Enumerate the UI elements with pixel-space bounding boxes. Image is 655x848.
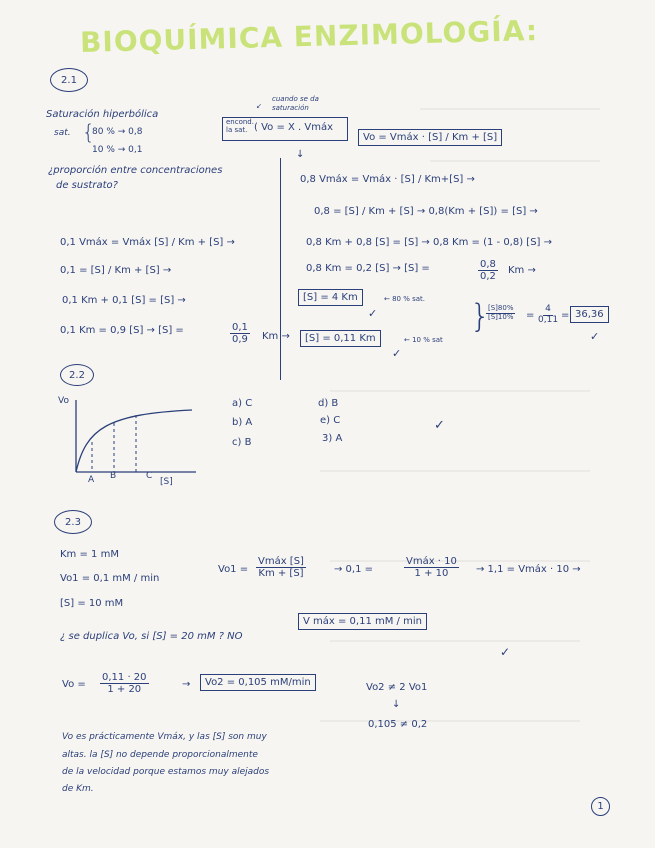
s23-compare-2: 0,105 ≠ 0,2 [368,719,428,730]
s21-note-cuando: cuando se da [272,95,319,103]
section-label-2-1: 2.1 [50,68,88,92]
section-label-2-2: 2.2 [60,364,94,386]
graph-point-a: A [88,475,95,485]
s23-eq1-num: Vmáx [S] [258,556,304,567]
check-mark: ✓ [590,330,600,343]
graph-point-b: B [110,471,117,481]
s23-conclusion-1: Vo es prácticamente Vmáx, y las [S] son muy [62,732,267,742]
s23-compare-1: Vo2 ≠ 2 Vo1 [366,682,428,693]
s21-result-10: [S] = 0,11 Km [300,330,381,347]
s21-down-arrow: ↓ [296,149,305,160]
s21-ratio-brace: } [470,297,491,335]
s21-right-eq-4b: Km → [508,265,536,276]
given-substrate: [S] = 10 mM [60,598,124,609]
s21-vo-equals: ( Vo = X . Vmáx [254,122,334,133]
page-number: 1 [591,797,610,816]
s23-conclusion-2: altas. la [S] no depende proporcionalmente [62,750,258,760]
s23-eq2-num: 0,11 · 20 [102,672,147,683]
s21-question-line1: ¿proporción entre concentraciones [48,165,223,176]
answer-3: 3) A [322,433,343,444]
s21-ratio-num: [S]80% [488,304,514,312]
s21-encond-1: encond. [226,118,254,126]
s21-result-10-note: ← 10 % sat [404,336,443,344]
graph-point-c: C [146,471,153,481]
s23-eq1-mid: → 0,1 = [334,564,374,575]
s23-eq2-arrow: → [182,679,191,690]
graph-y-label: Vo [58,396,69,406]
answer-a: a) C [232,398,253,409]
s21-right-frac-den: 0,2 [480,271,496,282]
s23-question: ¿ se duplica Vo, si [S] = 20 mM ? NO [60,631,243,642]
s23-eq1-fraction [256,556,306,579]
s21-brace: { [82,120,95,144]
vo2-result: Vo2 = 0,105 mM/min [200,674,316,691]
s23-eq2-den: 1 + 20 [107,684,142,695]
s23-eq1-den: Km + [S] [258,568,304,579]
s21-ratio-value-fraction [538,305,558,326]
s21-right-frac-num: 0,8 [480,259,496,270]
answer-c: c) B [232,437,252,448]
s21-ratio-den: [S]10% [488,312,514,321]
s23-eq2-start: Vo = [62,679,86,690]
s21-heading: Saturación hiperbólica [46,109,159,120]
s21-left-eq-1: 0,1 Vmáx = Vmáx [S] / Km + [S] → [60,237,235,248]
s21-ratio-value-den: 0,11 [538,314,559,325]
answer-b: b) A [232,417,253,428]
section-label-2-3: 2.3 [54,510,92,534]
page-title: BIOQUÍMICA ENZIMOLOGÍA: [79,14,539,59]
s21-right-eq-4: 0,8 Km = 0,2 [S] → [S] = [306,263,430,274]
michaelis-menten-box: Vo = Vmáx · [S] / Km + [S] [358,129,502,146]
s21-left-eq-4b: Km → [262,331,290,342]
check-mark: ✓ [392,347,402,360]
s21-result-80-note: ← 80 % sat. [384,295,426,303]
s21-sat-80: 80 % → 0,8 [92,127,143,137]
s23-conclusion-4: de Km. [62,784,94,794]
s23-eq1-end: → 1,1 = Vmáx · 10 → [476,564,581,575]
s21-left-eq-2: 0,1 = [S] / Km + [S] → [60,265,172,276]
s21-sat-label: sat. [54,128,71,138]
s23-eq1-fraction-2 [404,556,459,579]
s21-right-eq-1: 0,8 Vmáx = Vmáx · [S] / Km+[S] → [300,174,475,185]
s21-ratio-eq-sign: = [526,310,535,321]
given-vo1: Vo1 = 0,1 mM / min [60,573,160,584]
s21-right-eq-3: 0,8 Km + 0,8 [S] = [S] → 0,8 Km = (1 - 0,8) [S] → [306,237,553,248]
s21-note-saturacion: saturación [272,104,309,112]
s21-right-fraction [478,259,498,282]
s21-divider [280,158,281,380]
s23-eq2-fraction [100,672,149,695]
answer-e: e) C [320,415,341,426]
given-km: Km = 1 mM [60,549,119,560]
s21-question-line2: de sustrato? [56,180,118,191]
answer-d: d) B [318,398,339,409]
check-mark: ✓ [434,418,445,433]
s21-sat-10: 10 % → 0,1 [92,145,143,155]
s21-right-eq-2: 0,8 = [S] / Km + [S] → 0,8(Km + [S]) = [S] → [314,206,538,217]
check-mark: ✓ [368,307,378,320]
s21-left-eq-3: 0,1 Km + 0,1 [S] = [S] → [62,295,186,306]
graph-x-label: [S] [160,477,173,487]
s23-eq1-start: Vo1 = [218,564,249,575]
s21-note-arrow: ↙ [256,102,262,110]
s21-left-frac-den: 0,9 [232,334,248,345]
s23-compare-arrow: ↓ [392,699,401,710]
check-mark: ✓ [500,645,511,659]
s23-eq1-num-2: Vmáx · 10 [406,556,457,567]
s21-ratio-value-num: 4 [545,304,551,314]
s21-ratio-result: 36,36 [570,306,609,323]
s21-left-fraction [230,322,250,345]
s21-ratio-eq-sign-2: = [561,310,570,321]
vmax-result: V máx = 0,11 mM / min [298,613,427,630]
s21-left-eq-4: 0,1 Km = 0,9 [S] → [S] = [60,325,184,336]
s21-left-frac-num: 0,1 [232,322,248,333]
s21-encond-2: la sat. [226,126,248,134]
s23-eq1-den-2: 1 + 10 [414,568,449,579]
s21-result-80: [S] = 4 Km [298,289,363,306]
s23-conclusion-3: de la velocidad porque estamos muy alejados [62,767,270,777]
s21-ratio-fraction [486,305,515,321]
